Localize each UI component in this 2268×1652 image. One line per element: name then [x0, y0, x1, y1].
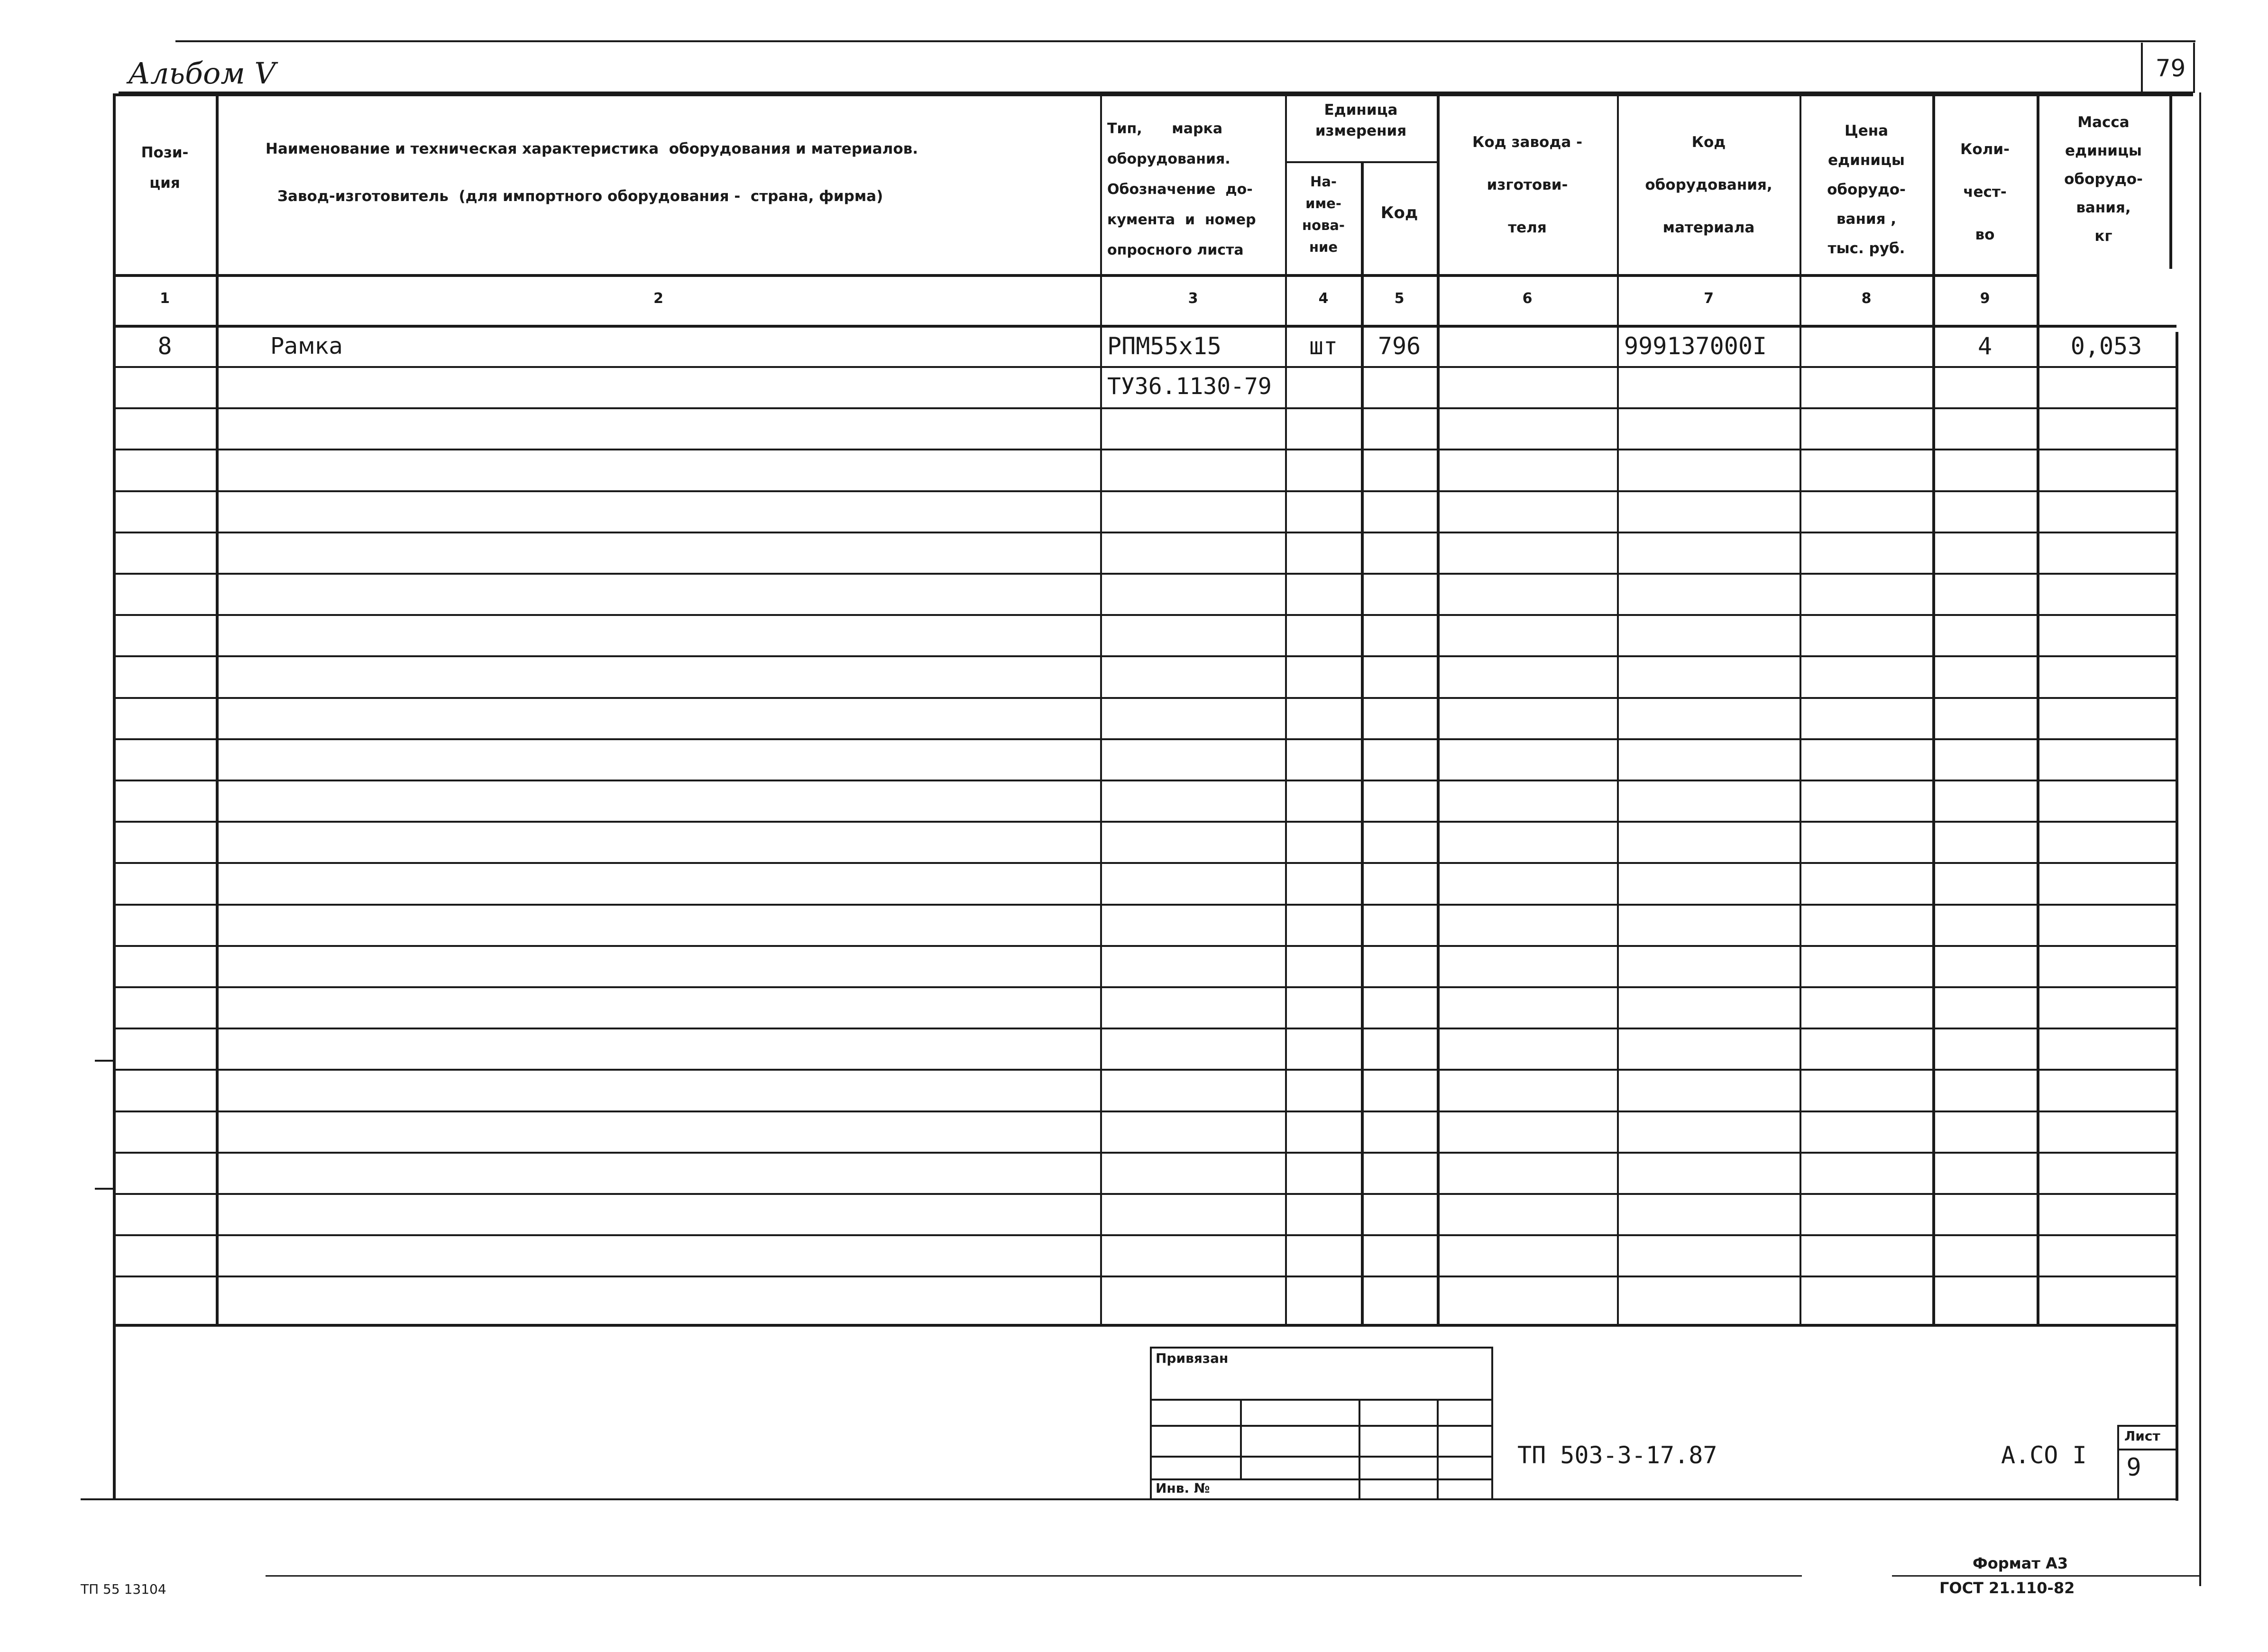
- colnum-6: 6: [1522, 290, 1533, 307]
- row1-unit: шт: [1309, 332, 1338, 360]
- header-qty: Коли- чест- во: [1960, 141, 2010, 243]
- left-edge-mark: [95, 1188, 113, 1190]
- sheet-box-mid: [2117, 1449, 2176, 1450]
- stamp-v-3: [1437, 1399, 1439, 1499]
- header-bottom-line: [114, 274, 2039, 277]
- left-edge-mark: [95, 1060, 113, 1062]
- stamp-v-left: [1150, 1347, 1152, 1499]
- row-separator: [114, 697, 2176, 699]
- stamp-v-1: [1240, 1399, 1242, 1479]
- row-separator: [114, 821, 2176, 823]
- col-line-1: [216, 93, 219, 1325]
- col-line-3: [1285, 93, 1287, 1325]
- footer-format: Формат А3: [1973, 1554, 2068, 1572]
- row1-name: Рамка: [270, 333, 343, 359]
- col-line-9: [2037, 93, 2039, 1325]
- colnum-8: 8: [1861, 290, 1872, 307]
- row-separator: [114, 573, 2176, 575]
- row-separator: [114, 1069, 2176, 1071]
- footer-gost: ГОСТ 21.110-82: [1939, 1579, 2075, 1597]
- header-mass: Масса единицы оборудо- вания, кг: [2064, 114, 2143, 245]
- row1-equip-code: 999137000I: [1624, 332, 1767, 360]
- row1-position: 8: [157, 332, 172, 360]
- row-separator: [114, 780, 2176, 781]
- row1-qty: 4: [1977, 332, 1993, 360]
- footer-left-line: [266, 1575, 1802, 1577]
- footer-left-code: ТП 55 13104: [81, 1581, 166, 1597]
- page-number-box-left: [2141, 43, 2143, 93]
- col-line-10: [2169, 93, 2172, 269]
- colnum-9: 9: [1980, 290, 1990, 307]
- stamp-top-line: [1150, 1347, 1491, 1349]
- row-separator: [114, 1276, 2176, 1277]
- colnum-1: 1: [160, 290, 170, 307]
- row-separator: [114, 738, 2176, 740]
- sheet-label: Лист: [2124, 1428, 2160, 1444]
- project-code: ТП 503-3-17.87: [1517, 1441, 1717, 1469]
- row-separator: [114, 904, 2176, 906]
- header-unit-group: Единица измерения: [1315, 101, 1407, 139]
- stamp-privyazan: Привязан: [1156, 1350, 1229, 1366]
- row-separator: [114, 986, 2176, 988]
- col-line-7: [1800, 93, 1801, 1325]
- stamp-line-a: [1150, 1399, 1491, 1401]
- stamp-line-b: [1150, 1425, 1491, 1427]
- row-separator: [114, 655, 2176, 657]
- top-border-line: [175, 40, 2195, 42]
- sheet-box-left: [2117, 1425, 2119, 1499]
- colnum-7: 7: [1704, 290, 1714, 307]
- page-number-box-right: [2193, 43, 2195, 93]
- header-position: Пози- ция: [141, 144, 189, 192]
- row-separator: [114, 1152, 2176, 1154]
- header-price: Цена единицы оборудо- вания , тыс. руб.: [1827, 122, 1906, 257]
- page-number: 79: [2155, 55, 2186, 82]
- colnum-2: 2: [653, 290, 663, 307]
- table-top-border: [114, 93, 2193, 96]
- stamp-line-c: [1150, 1456, 1491, 1458]
- bottom-frame-line-right: [1491, 1498, 2176, 1500]
- row-separator: [114, 532, 2176, 533]
- row1-mass: 0,053: [2070, 332, 2142, 360]
- row-separator: [114, 1111, 2176, 1112]
- header-unit-code: Код: [1380, 203, 1418, 222]
- stamp-v-2: [1359, 1399, 1360, 1499]
- table-bottom-line: [114, 1324, 2176, 1327]
- row1-type: РПМ55х15: [1107, 332, 1221, 360]
- header-equip-code: Код оборудования, материала: [1645, 134, 1772, 236]
- album-label: Альбом V: [128, 56, 276, 91]
- col-line-2: [1100, 93, 1102, 1325]
- stamp-v-right: [1491, 1347, 1493, 1499]
- row-separator: [114, 614, 2176, 616]
- header-name-line2: Завод-изготовитель (для импортного оборудования - страна, фирма): [277, 188, 883, 205]
- row-separator: [114, 407, 2176, 409]
- row2-type: ТУ36.1130-79: [1107, 373, 1272, 400]
- row-separator: [114, 862, 2176, 864]
- header-unit-name: На- име- нова- ние: [1302, 174, 1345, 255]
- header-name-line1: Наименование и техническая характеристика оборудования и материалов.: [266, 140, 918, 157]
- sheet-number: 9: [2126, 1453, 2141, 1482]
- sheet-right-edge: [2199, 92, 2201, 1586]
- header-type: Тип, марка оборудования. Обозначение до- кумента и номер опросного листа: [1107, 120, 1256, 258]
- colnum-4: 4: [1318, 290, 1329, 307]
- stamp-inv-no: Инв. №: [1156, 1480, 1210, 1496]
- col-line-6: [1617, 93, 1619, 1325]
- doc-code: А.СО I: [2001, 1441, 2087, 1469]
- row-separator: [114, 945, 2176, 947]
- row-separator: [114, 1028, 2176, 1029]
- sheet-box-top: [2117, 1425, 2176, 1427]
- col-line-5: [1437, 93, 1440, 1325]
- header-maker-code: Код завода - изготови- теля: [1472, 134, 1582, 236]
- row-separator: [114, 1193, 2176, 1195]
- colnum-3: 3: [1188, 290, 1198, 307]
- footer-right-line: [1892, 1575, 2200, 1577]
- row-separator: [114, 449, 2176, 450]
- row-separator: [114, 1234, 2176, 1236]
- row-separator: [114, 490, 2176, 492]
- colnum-5: 5: [1394, 290, 1405, 307]
- col-line-8: [1932, 93, 1935, 1325]
- row1-unit-code: 796: [1377, 332, 1421, 360]
